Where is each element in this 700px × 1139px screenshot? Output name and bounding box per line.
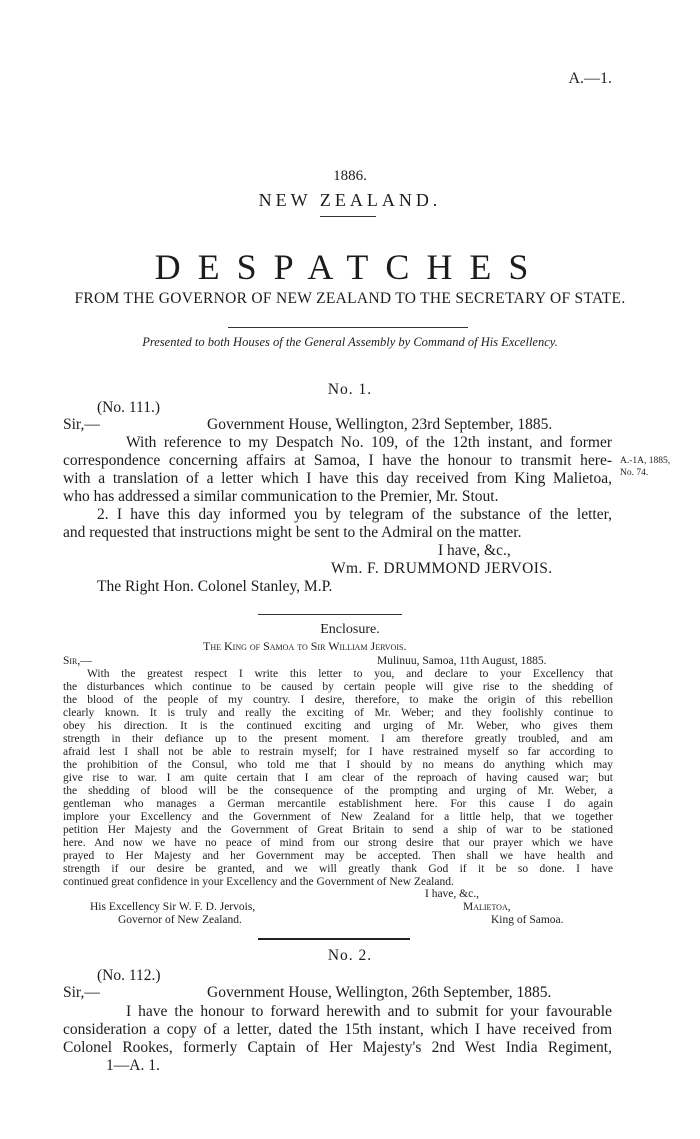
enclosure-line-4: clearly known. It is truly and really the exciting of Mr. Weber; and they foolishly continue to xyxy=(63,707,613,719)
enclosure-line-3: the blood of the people of my country. I desire, therefore, to make the origin of this rebellion xyxy=(63,694,613,706)
despatch-1-addressee: The Right Hon. Colonel Stanley, M.P. xyxy=(97,578,333,595)
enclosure-line-7: afraid lest I shall not be able to restrain myself; for I have restrained myself so far according to xyxy=(63,746,613,758)
presented-note: Presented to both Houses of the General Assembly by Command of His Excellency. xyxy=(142,335,558,349)
despatch-1-para-2-line-1: 2. I have this day informed you by telegram of the substance of the letter, xyxy=(97,506,612,523)
despatch-1-signature: Wm. F. DRUMMOND JERVOIS. xyxy=(331,560,553,577)
enclosure-line-9: give rise to war. I am quite certain that I am clear of the reproach of having caused war; but xyxy=(63,772,613,784)
enclosure-line-13: petition Her Majesty and the Government of Great Britain to send a ship of war to be stationed xyxy=(63,824,613,836)
despatch-1-number: (No. 111.) xyxy=(97,399,160,416)
enclosure-addressee-1: His Excellency Sir W. F. D. Jervois, xyxy=(90,901,256,913)
enclosure-line-10: the shedding of blood will be the consequence of the prompting and urging of Mr. Weber, a xyxy=(63,785,613,797)
enclosure-closing: I have, &c., xyxy=(425,888,479,900)
page-reference: A.—1. xyxy=(568,70,612,87)
enclosure-signature-2: King of Samoa. xyxy=(491,914,564,926)
despatch-1-heading: No. 1. xyxy=(327,381,373,398)
despatch-2-line-3: Colonel Rookes, formerly Captain of Her Majesty's 2nd West India Regiment, xyxy=(63,1039,612,1056)
section-divider-thick xyxy=(258,938,410,940)
despatch-1-salutation: Sir,— xyxy=(63,416,100,433)
margin-note-number: No. 74. xyxy=(620,468,649,478)
despatch-2-number: (No. 112.) xyxy=(97,967,161,984)
enclosure-heading: Enclosure. xyxy=(320,622,380,637)
enclosure-addressee-2: Governor of New Zealand. xyxy=(118,914,242,926)
despatch-2-line-1: I have the honour to forward herewith and to submit for your favourable xyxy=(126,1003,612,1020)
despatch-1-para-1-line-1: With reference to my Despatch No. 109, of the 12th instant, and former xyxy=(126,434,612,451)
year: 1886. xyxy=(333,168,367,184)
enclosure-line-14: here. And now we have no peace of mind from our strong desire that our prayer which we have xyxy=(63,837,613,849)
margin-note-reference: A.-1A, 1885, xyxy=(620,456,671,466)
title-rule-short xyxy=(320,216,376,217)
despatch-1-para-2-line-2: and requested that instructions might be sent to the Admiral on the matter. xyxy=(63,524,522,541)
country-heading: NEW ZEALAND. xyxy=(258,190,442,210)
enclosure-from-to: The King of Samoa to Sir William Jervois. xyxy=(203,639,407,653)
enclosure-line-2: the disturbances which continue to be caused by certain people will give rise to the shedding of xyxy=(63,681,613,693)
enclosure-line-1: With the greatest respect I write this letter to you, and declare to your Excellency that xyxy=(87,668,613,680)
enclosure-line-12: implore your Excellency and the Government of New Zealand for a little help, that we together xyxy=(63,811,613,823)
enclosure-rule xyxy=(258,614,402,615)
despatch-1-para-1-line-3: with a translation of a letter which I have this day received from King Malietoa, xyxy=(63,470,612,487)
enclosure-line-16: strength if our desire be granted, and we will greatly thank God if it be so done. I have xyxy=(63,863,613,875)
enclosure-line-6: strength in their defiance up to the present moment. I am therefore greatly troubled, and am xyxy=(63,733,613,745)
enclosure-salutation: Sir,— xyxy=(63,655,92,667)
enclosure-line-8: the prohibition of the Consul, who told me that I should by no means do anything which may xyxy=(63,759,613,771)
despatch-1-para-1-line-2: correspondence concerning affairs at Samoa, I have the honour to transmit here- xyxy=(63,452,612,469)
enclosure-line-15: prayed to Her Majesty and her Government may be accepted. Then shall we have health and xyxy=(63,850,613,862)
document-title: DESPATCHES xyxy=(154,247,546,287)
enclosure-place-date: Mulinuu, Samoa, 11th August, 1885. xyxy=(377,655,547,667)
subtitle-rule xyxy=(228,327,468,328)
enclosure-line-17: continued great confidence in your Excellency and the Government of New Zealand. xyxy=(63,876,454,888)
despatch-1-place-date: Government House, Wellington, 23rd September, 1885. xyxy=(207,416,553,433)
enclosure-line-5: obey his direction. It is the continued exciting and urging of Mr. Weber, who gives them xyxy=(63,720,613,732)
document-subtitle: FROM THE GOVERNOR OF NEW ZEALAND TO THE SECRETARY OF STATE. xyxy=(74,290,626,307)
despatch-1-para-1-line-4: who has addressed a similar communication to the Premier, Mr. Stout. xyxy=(63,488,499,505)
despatch-2-salutation: Sir,— xyxy=(63,984,100,1001)
enclosure-line-11: gentleman who manages a German mercantile establishment here. For this cause I do again xyxy=(63,798,613,810)
despatch-2-line-2: consideration a copy of a letter, dated the 15th instant, which I have received from xyxy=(63,1021,612,1038)
enclosure-signature-1: Malietoa, xyxy=(463,901,511,913)
despatch-2-place-date: Government House, Wellington, 26th September, 1885. xyxy=(207,984,552,1001)
footer-signature-mark: 1—A. 1. xyxy=(106,1057,160,1074)
despatch-2-heading: No. 2. xyxy=(327,947,373,964)
despatch-1-closing: I have, &c., xyxy=(438,542,511,559)
